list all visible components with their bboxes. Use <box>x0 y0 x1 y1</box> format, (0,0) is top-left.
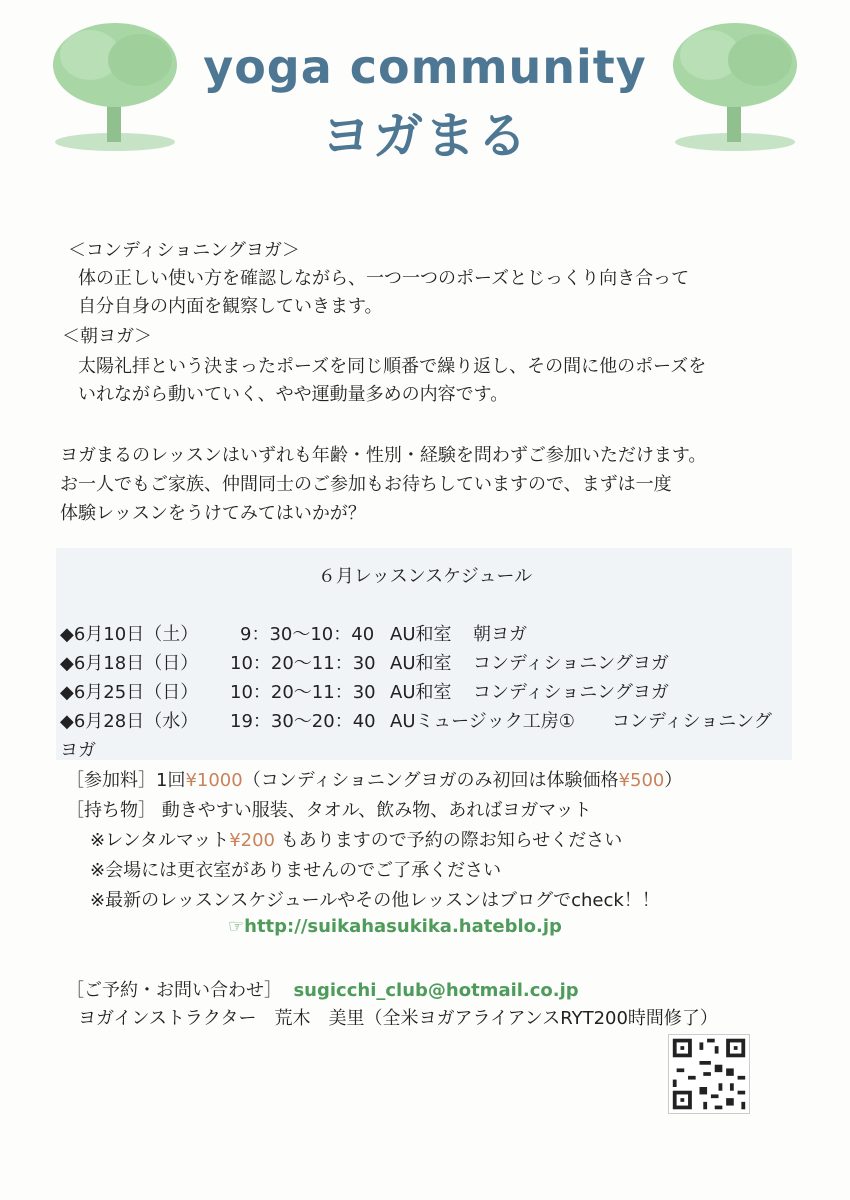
contact-line <box>66 976 579 1002</box>
message-line3: 体験レッスンをうけてみてはいかが？ <box>60 503 366 524</box>
items-line <box>66 796 592 822</box>
instructor-line: ヨガインストラクター 荒木 美里（全米ヨガアライアンスRYT200時間修了） <box>78 1008 718 1029</box>
schedule-time: 19：30～20：40 <box>230 711 376 732</box>
items-text: 動きやすい服装、タオル、飲み物、あればヨガマット <box>161 800 592 821</box>
schedule-class: コンディショニング <box>612 711 772 732</box>
title-japanese: ヨガまる <box>321 107 529 165</box>
message-line2: お一人でもご家族、仲間同士のご参加もお待ちしていますので、まずは一度 <box>60 474 672 495</box>
items-label: ［持ち物］ <box>66 800 156 821</box>
schedule-row-wrap: ヨガ <box>60 740 96 761</box>
qr-code-icon[interactable] <box>668 1034 750 1114</box>
conditioning-heading: ＜コンディショニングヨガ＞ <box>68 240 300 261</box>
morning-text-line1: 太陽礼拝という決まったポーズを同じ順番で繰り返し、その間に他のポーズを <box>78 356 707 377</box>
fee-price: ¥1000 <box>185 770 243 791</box>
conditioning-text-line1: 体の正しい使い方を確認しながら、一つ一つのポーズとじっくり向き合って <box>78 268 690 289</box>
contact-email[interactable]: sugicchi_club@hotmail.co.jp <box>293 980 579 1001</box>
schedule-date: ◆6月25日（日） <box>60 682 199 703</box>
rental-note-text-end: もありますので予約の際お知らせください <box>280 830 623 851</box>
morning-text-line2: いれながら動いていく、やや運動量多めの内容です。 <box>78 384 509 405</box>
trial-price: ¥500 <box>618 770 665 791</box>
conditioning-text-line2: 自分自身の内面を観察していきます。 <box>78 296 383 317</box>
schedule-title: ６月レッスンスケジュール <box>317 566 533 587</box>
fee-note: （コンディショニングヨガのみ初回は体験価格 <box>242 770 619 791</box>
changing-room-note: ※会場には更衣室がありませんのでご了承ください <box>90 860 502 881</box>
pointing-hand-icon: ☞ <box>228 916 245 937</box>
rental-note-text: ※レンタルマット <box>90 830 230 851</box>
rental-note <box>90 826 622 852</box>
schedule-date: ◆6月28日（水） <box>60 711 199 732</box>
schedule-time: 9：30～10：40 <box>240 624 375 645</box>
contact-label: ［ご予約・お問い合わせ］ <box>66 980 282 1001</box>
blog-url[interactable]: http://suikahasukika.hateblo.jp <box>244 916 562 937</box>
schedule-date: ◆6月18日（日） <box>60 653 199 674</box>
schedule-date: ◆6月10日（土） <box>60 624 199 645</box>
schedule-place: AU和室 <box>390 653 452 674</box>
schedule-time: 10：20～11：30 <box>230 682 376 703</box>
fee-label: ［参加料］1回 <box>66 770 186 791</box>
blog-link[interactable] <box>228 916 562 937</box>
fee-line <box>66 766 682 792</box>
message-line1: ヨガまるのレッスンはいずれも年齢・性別・経験を問わずご参加いただけます。 <box>60 445 707 466</box>
blog-note: ※最新のレッスンスケジュールやその他レッスンはブログでcheck！！ <box>90 890 660 911</box>
schedule-class: コンディショニングヨガ <box>473 682 669 703</box>
title-english: yoga community <box>203 40 647 94</box>
rental-price: ¥200 <box>229 830 276 851</box>
schedule-time: 10：20～11：30 <box>230 653 376 674</box>
morning-heading: ＜朝ヨガ＞ <box>62 326 152 347</box>
fee-note-close: ） <box>664 770 683 791</box>
schedule-place: AU和室 <box>390 682 452 703</box>
schedule-place: AUミュージック工房① <box>390 711 575 732</box>
schedule-place: AU和室 <box>390 624 452 645</box>
schedule-class: コンディショニングヨガ <box>473 653 669 674</box>
schedule-class: 朝ヨガ <box>473 624 527 645</box>
